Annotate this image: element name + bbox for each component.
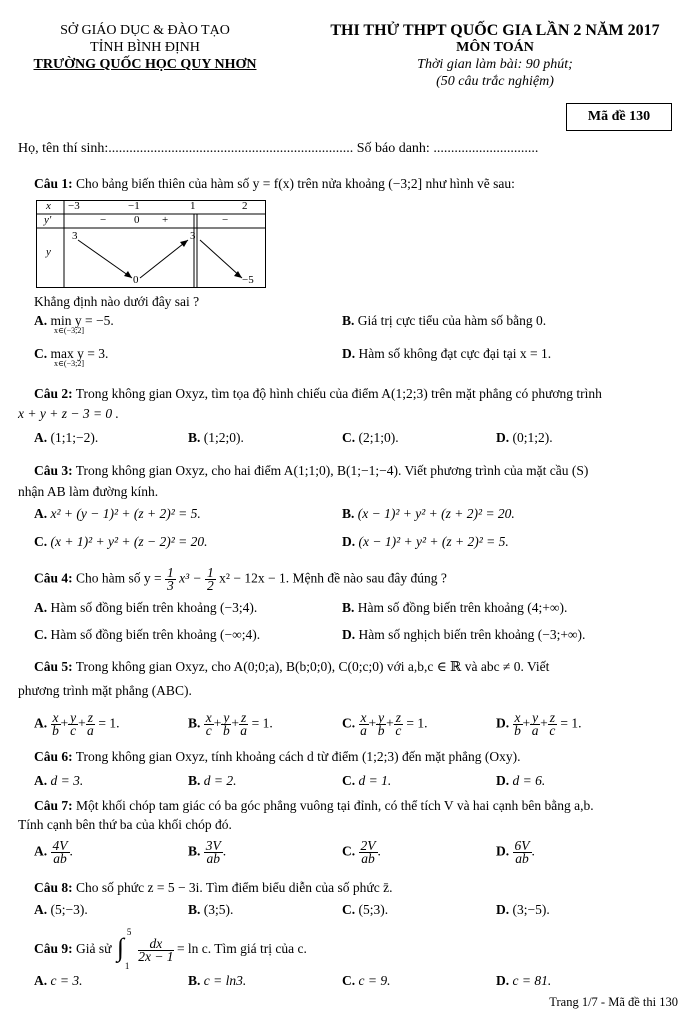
- q2-a-letter: A.: [34, 430, 48, 445]
- tbl-yp-0: −: [100, 214, 107, 226]
- q3-c-letter: C.: [34, 534, 48, 549]
- q4-frac-1-den: 3: [167, 578, 174, 593]
- header-left: [0, 22, 290, 73]
- tbl-x-3: 2: [242, 200, 248, 212]
- q6-b-letter: B.: [188, 773, 201, 788]
- q7-d-letter: D.: [496, 843, 510, 859]
- q9-text-a: Giả sử: [76, 941, 112, 957]
- q9-c-text: c = 9.: [358, 973, 391, 988]
- q9-c-letter: C.: [342, 973, 356, 988]
- question-count: (50 câu trắc nghiệm): [436, 74, 554, 89]
- q5-d-f3-den: c: [549, 723, 556, 738]
- q4-term-1: x³ −: [179, 570, 202, 586]
- tbl-x-1: −1: [128, 200, 140, 212]
- q2-b-text: (1;2;0).: [203, 430, 244, 445]
- q1-option-a[interactable]: [34, 313, 114, 335]
- q9-option-d[interactable]: [496, 973, 551, 989]
- question-1: [34, 176, 515, 192]
- q1-a-letter: A.: [34, 313, 48, 328]
- q2-option-b[interactable]: [188, 430, 244, 446]
- q2-c-letter: C.: [342, 430, 356, 445]
- q5-c-f3-num: z: [395, 710, 402, 725]
- q1-a-text: min y = −5.: [50, 313, 114, 328]
- department: SỞ GIÁO DỤC & ĐÀO TẠO: [60, 23, 230, 38]
- q2-d-letter: D.: [496, 430, 510, 445]
- q7-c-frac: [359, 840, 378, 865]
- q5-a-f2-den: c: [70, 723, 77, 738]
- q5-a-f1: [51, 712, 61, 737]
- q8-c-letter: C.: [342, 902, 356, 917]
- q5-option-b[interactable]: B. $\frac{x}{c}$ + $\frac{y}{b}$ + $\frac{z}{a}$ = 1.: [188, 710, 273, 738]
- q9-int-bot: 1: [124, 961, 130, 971]
- q4-frac-2-den: 2: [207, 578, 214, 593]
- q5-a-letter: A.: [34, 715, 48, 731]
- q7-a-num: 4V: [52, 838, 68, 853]
- q7-text2: Tính cạnh bên thứ ba của khối chóp đó.: [18, 817, 232, 832]
- q4-option-c[interactable]: [34, 627, 260, 643]
- q4-d-text: Hàm số nghịch biến trên khoảng (−3;+∞).: [358, 627, 586, 642]
- q1-b-letter: B.: [342, 313, 355, 328]
- q5-c-f1-num: x: [360, 710, 367, 725]
- q5-d-f3-num: z: [549, 710, 556, 725]
- q6-option-b[interactable]: [188, 773, 237, 789]
- tbl-y-0: 3: [72, 230, 78, 242]
- tbl-x-0: −3: [68, 200, 80, 212]
- q1-d-text: Hàm số không đạt cực đại tại x = 1.: [358, 346, 552, 361]
- q4-frac-2: [205, 567, 216, 592]
- q3-d-letter: D.: [342, 534, 356, 549]
- q8-a-letter: A.: [34, 902, 48, 917]
- q7-c-letter: C.: [342, 843, 356, 859]
- q7-option-c[interactable]: C. $\frac{2V}{ab}$ .: [342, 838, 381, 866]
- q5-text2: phương trình mặt phẳng (ABC).: [18, 683, 192, 698]
- q4-b-text: Hàm số đồng biến trên khoảng (4;+∞).: [357, 600, 568, 615]
- tbl-yp-2: +: [162, 214, 169, 226]
- q7-text: Một khối chóp tam giác có ba góc phẳng vuông tại đỉnh, có thể tích V và hai cạnh bên bằng a,b.: [76, 798, 594, 813]
- q1-a-sub: x∈(−3;2]: [54, 326, 84, 335]
- q6-label: Câu 6:: [34, 749, 73, 764]
- q1-label: Câu 1:: [34, 176, 73, 191]
- q9-option-b[interactable]: [188, 973, 246, 989]
- q5-b-f2-num: y: [223, 710, 230, 725]
- q5-a-f3-num: z: [87, 710, 94, 725]
- q8-option-d[interactable]: [496, 902, 550, 918]
- q5-d-f1: [513, 712, 523, 737]
- q5-b-f1-den: c: [205, 723, 212, 738]
- q5-d-f1-num: x: [514, 710, 521, 725]
- q3-option-d[interactable]: [342, 534, 509, 550]
- q6-b-text: d = 2.: [203, 773, 237, 788]
- q4-frac-1-num: 1: [167, 565, 174, 580]
- variation-table-svg: [36, 200, 266, 288]
- q5-b-f1-num: x: [205, 710, 212, 725]
- q5-c-f2-den: b: [377, 723, 385, 738]
- q2-d-text: (0;1;2).: [512, 430, 553, 445]
- q5-text: Trong không gian Oxyz, cho A(0;0;a), B(b;0;0), C(0;c;0) với a,b,c ∈ ℝ và abc ≠ 0. Viết: [75, 659, 550, 674]
- q8-c-text: (5;3).: [358, 902, 389, 917]
- question-2: [34, 386, 602, 402]
- q9-frac-den: 2x − 1: [138, 948, 174, 964]
- q7-d-den: ab: [515, 851, 529, 866]
- q1-c-sub: x∈(−3;2]: [54, 359, 84, 368]
- q3-d-text: (x − 1)² + y² + (z + 2)² = 5.: [358, 534, 509, 549]
- q6-option-a[interactable]: [34, 773, 83, 789]
- header-right: [290, 22, 700, 90]
- question-7: [34, 798, 594, 814]
- q3-option-b[interactable]: [342, 506, 515, 522]
- q4-term-2: x² − 12x − 1. Mệnh đề nào sau đây đúng ?: [219, 570, 447, 586]
- question-6: [34, 749, 521, 765]
- q7-c-num: 2V: [360, 838, 376, 853]
- q6-c-letter: C.: [342, 773, 356, 788]
- q6-text: Trong không gian Oxyz, tính khoảng cách d từ điểm (1;2;3) đến mặt phẳng (Oxy).: [75, 749, 521, 764]
- q5-a-f1-num: x: [52, 710, 59, 725]
- q9-int-top: 5: [126, 927, 132, 937]
- q5-c-f3-den: c: [395, 723, 402, 738]
- q8-label: Câu 8:: [34, 880, 73, 895]
- q5-c-f1: [359, 712, 369, 737]
- q4-a-text: Hàm số đồng biến trên khoảng (−3;4).: [50, 600, 258, 615]
- q3-a-text: x² + (y − 1)² + (z + 2)² = 5.: [50, 506, 201, 521]
- q7-a-den: ab: [53, 851, 67, 866]
- q1-b-text: Giá trị cực tiểu của hàm số bằng 0.: [357, 313, 547, 328]
- tbl-yp-label: y': [44, 214, 52, 226]
- q9-frac: [138, 935, 174, 964]
- q6-option-d[interactable]: [496, 773, 545, 789]
- q3-text: Trong không gian Oxyz, cho hai điểm A(1;1;0), B(1;−1;−4). Viết phương trình của mặt cầu (S): [75, 463, 589, 478]
- q1-text: Cho bảng biến thiên của hàm số y = f(x) trên nửa khoảng (−3;2] như hình vẽ sau:: [76, 176, 515, 191]
- tbl-y-3: −5: [242, 274, 254, 286]
- q8-b-text: (3;5).: [203, 902, 234, 917]
- q3-b-letter: B.: [342, 506, 355, 521]
- tbl-y-label: y: [46, 246, 51, 258]
- q7-option-b[interactable]: B. $\frac{3V}{ab}$ .: [188, 838, 227, 866]
- q8-option-b[interactable]: [188, 902, 233, 918]
- q3-b-text: (x − 1)² + y² + (z + 2)² = 20.: [357, 506, 515, 521]
- q5-b-letter: B.: [188, 715, 201, 731]
- province: TỈNH BÌNH ĐỊNH: [90, 40, 200, 55]
- question-8: [34, 880, 392, 896]
- q2-option-a[interactable]: [34, 430, 98, 446]
- q5-a-f3: [86, 712, 95, 737]
- q4-c-letter: C.: [34, 627, 48, 642]
- q4-text-a: Cho hàm số y =: [76, 570, 162, 586]
- q9-integral: [115, 927, 132, 971]
- q7-option-d[interactable]: D. $\frac{6V}{ab}$ .: [496, 838, 535, 866]
- tbl-y-1: 0: [133, 274, 139, 286]
- q2-text2: x + y + z − 3 = 0 .: [18, 406, 119, 421]
- q5-label: Câu 5:: [34, 659, 73, 674]
- tbl-x-2: 1: [190, 200, 196, 212]
- q5-d-f1-den: b: [514, 723, 521, 738]
- q4-d-letter: D.: [342, 627, 356, 642]
- q2-option-d[interactable]: [496, 430, 553, 446]
- q6-d-text: d = 6.: [512, 773, 546, 788]
- q5-a-f2: [68, 712, 78, 737]
- tbl-y-2: 3: [190, 230, 196, 242]
- q5-option-a[interactable]: A. $\frac{x}{b}$ + $\frac{y}{c}$ + $\frac{z}{a}$ = 1.: [34, 710, 120, 738]
- q5-c-f2-num: y: [378, 710, 385, 725]
- student-info-line: Họ, tên thí sinh:...................................................................... Số báo danh: ..............................: [18, 141, 539, 156]
- q9-b-letter: B.: [188, 973, 201, 988]
- q5-a-f2-num: y: [70, 710, 77, 725]
- q5-d-f2: [530, 712, 540, 737]
- q4-b-letter: B.: [342, 600, 355, 615]
- q2-label: Câu 2:: [34, 386, 73, 401]
- integral-sign-icon: ∫: [116, 933, 124, 962]
- q2-c-text: (2;1;0).: [358, 430, 399, 445]
- q1-c-text: max y = 3.: [50, 346, 109, 361]
- q6-a-text: d = 3.: [50, 773, 84, 788]
- q9-frac-num: dx: [138, 938, 173, 951]
- subject: MÔN TOÁN: [456, 40, 534, 55]
- exam-title: THI THỬ THPT QUỐC GIA LẦN 2 NĂM 2017: [330, 22, 660, 39]
- q5-b-f3-num: z: [241, 710, 247, 725]
- q3-text2: nhận AB làm đường kính.: [18, 484, 159, 499]
- q1-prompt: [34, 294, 199, 310]
- q1-c-letter: C.: [34, 346, 48, 361]
- q6-a-letter: A.: [34, 773, 48, 788]
- q9-a-letter: A.: [34, 973, 48, 988]
- q1-option-c[interactable]: [34, 346, 108, 368]
- q4-frac-2-num: 1: [207, 565, 214, 580]
- q2-b-letter: B.: [188, 430, 201, 445]
- q6-c-text: d = 1.: [358, 773, 392, 788]
- q7-a-frac: [51, 840, 70, 865]
- q5-d-f2-den: a: [531, 723, 539, 738]
- q9-b-text: c = ln3.: [203, 973, 247, 988]
- q3-c-text: (x + 1)² + y² + (z − 2)² = 20.: [50, 534, 208, 549]
- q5-c-letter: C.: [342, 715, 356, 731]
- q4-option-a[interactable]: [34, 600, 257, 616]
- q3-option-c[interactable]: [34, 534, 208, 550]
- question-5: [34, 659, 549, 675]
- q5-option-c[interactable]: C. $\frac{x}{a}$ + $\frac{y}{b}$ + $\frac{z}{c}$ = 1.: [342, 710, 428, 738]
- q9-option-a[interactable]: [34, 973, 82, 989]
- q3-option-a[interactable]: [34, 506, 201, 522]
- page-footer: Trang 1/7 - Mã đề thi 130: [549, 995, 678, 1009]
- q5-a-f3-den: a: [87, 723, 94, 738]
- q5-b-f1: [204, 712, 214, 737]
- tbl-yp-1: 0: [134, 214, 140, 226]
- tbl-yp-3: −: [222, 214, 229, 226]
- q7-option-a[interactable]: A. $\frac{4V}{ab}$ .: [34, 838, 73, 866]
- q1-option-b[interactable]: [342, 313, 546, 329]
- q3-label: Câu 3:: [34, 463, 73, 478]
- q6-option-c[interactable]: [342, 773, 391, 789]
- q8-text: Cho số phức z = 5 − 3i. Tìm điểm biểu diễn của số phức z̄.: [76, 880, 393, 895]
- q1-prompt-text: Khẳng định nào dưới đây sai ?: [34, 294, 200, 309]
- q2-a-text: (1;1;−2).: [50, 430, 99, 445]
- q8-a-text: (5;−3).: [50, 902, 88, 917]
- q7-d-num: 6V: [514, 838, 530, 853]
- q8-option-a[interactable]: [34, 902, 88, 918]
- q5-d-letter: D.: [496, 715, 510, 731]
- exam-time: Thời gian làm bài: 90 phút;: [417, 57, 573, 72]
- q5-d-f3: [548, 712, 557, 737]
- q7-label: Câu 7:: [34, 798, 73, 813]
- exam-code-box: Mã đề 130: [566, 103, 672, 131]
- q7-d-frac: [513, 840, 532, 865]
- tbl-x-label: x: [46, 200, 51, 212]
- q3-a-letter: A.: [34, 506, 48, 521]
- q7-b-num: 3V: [205, 838, 221, 853]
- q9-option-c[interactable]: [342, 973, 390, 989]
- question-9: [34, 927, 307, 971]
- q4-option-d[interactable]: [342, 627, 585, 643]
- q8-d-text: (3;−5).: [512, 902, 550, 917]
- q9-text-b: = ln c. Tìm giá trị của c.: [176, 941, 307, 957]
- q5-b-f3: [239, 712, 248, 737]
- q4-a-letter: A.: [34, 600, 48, 615]
- q7-b-letter: B.: [188, 843, 201, 859]
- q7-b-frac: [204, 840, 223, 865]
- q1-option-d[interactable]: [342, 346, 551, 362]
- q4-frac-1: [165, 567, 176, 592]
- q9-label: Câu 9:: [34, 941, 73, 957]
- q2-option-c[interactable]: [342, 430, 399, 446]
- q4-c-text: Hàm số đồng biến trên khoảng (−∞;4).: [50, 627, 261, 642]
- q9-a-text: c = 3.: [50, 973, 83, 988]
- q4-label: Câu 4:: [34, 570, 73, 586]
- q5-c-f3: [394, 712, 403, 737]
- q2-text: Trong không gian Oxyz, tìm tọa độ hình chiếu của điểm A(1;2;3) trên mặt phẳng có phương trình: [75, 386, 602, 401]
- q6-d-letter: D.: [496, 773, 510, 788]
- q5-d-f2-num: y: [532, 710, 539, 725]
- question-4: [34, 567, 447, 592]
- q5-b-f2-den: b: [223, 723, 230, 738]
- q5-option-d[interactable]: D. $\frac{x}{b}$ + $\frac{y}{a}$ + $\frac{z}{c}$ = 1.: [496, 710, 582, 738]
- q8-option-c[interactable]: [342, 902, 388, 918]
- q7-b-den: ab: [206, 851, 221, 866]
- question-3: [34, 463, 588, 479]
- q5-b-f3-den: a: [240, 723, 248, 738]
- school-name: TRƯỜNG QUỐC HỌC QUY NHƠN: [33, 57, 257, 72]
- q7-c-den: ab: [361, 851, 375, 866]
- q7-a-letter: A.: [34, 843, 48, 859]
- q5-c-f2: [376, 712, 386, 737]
- q4-option-b[interactable]: [342, 600, 567, 616]
- q1-d-letter: D.: [342, 346, 356, 361]
- q5-c-f1-den: a: [360, 723, 367, 738]
- q5-a-f1-den: b: [52, 723, 59, 738]
- q9-d-letter: D.: [496, 973, 510, 988]
- q8-d-letter: D.: [496, 902, 510, 917]
- q8-b-letter: B.: [188, 902, 201, 917]
- q5-b-f2: [221, 712, 231, 737]
- q9-d-text: c = 81.: [512, 973, 552, 988]
